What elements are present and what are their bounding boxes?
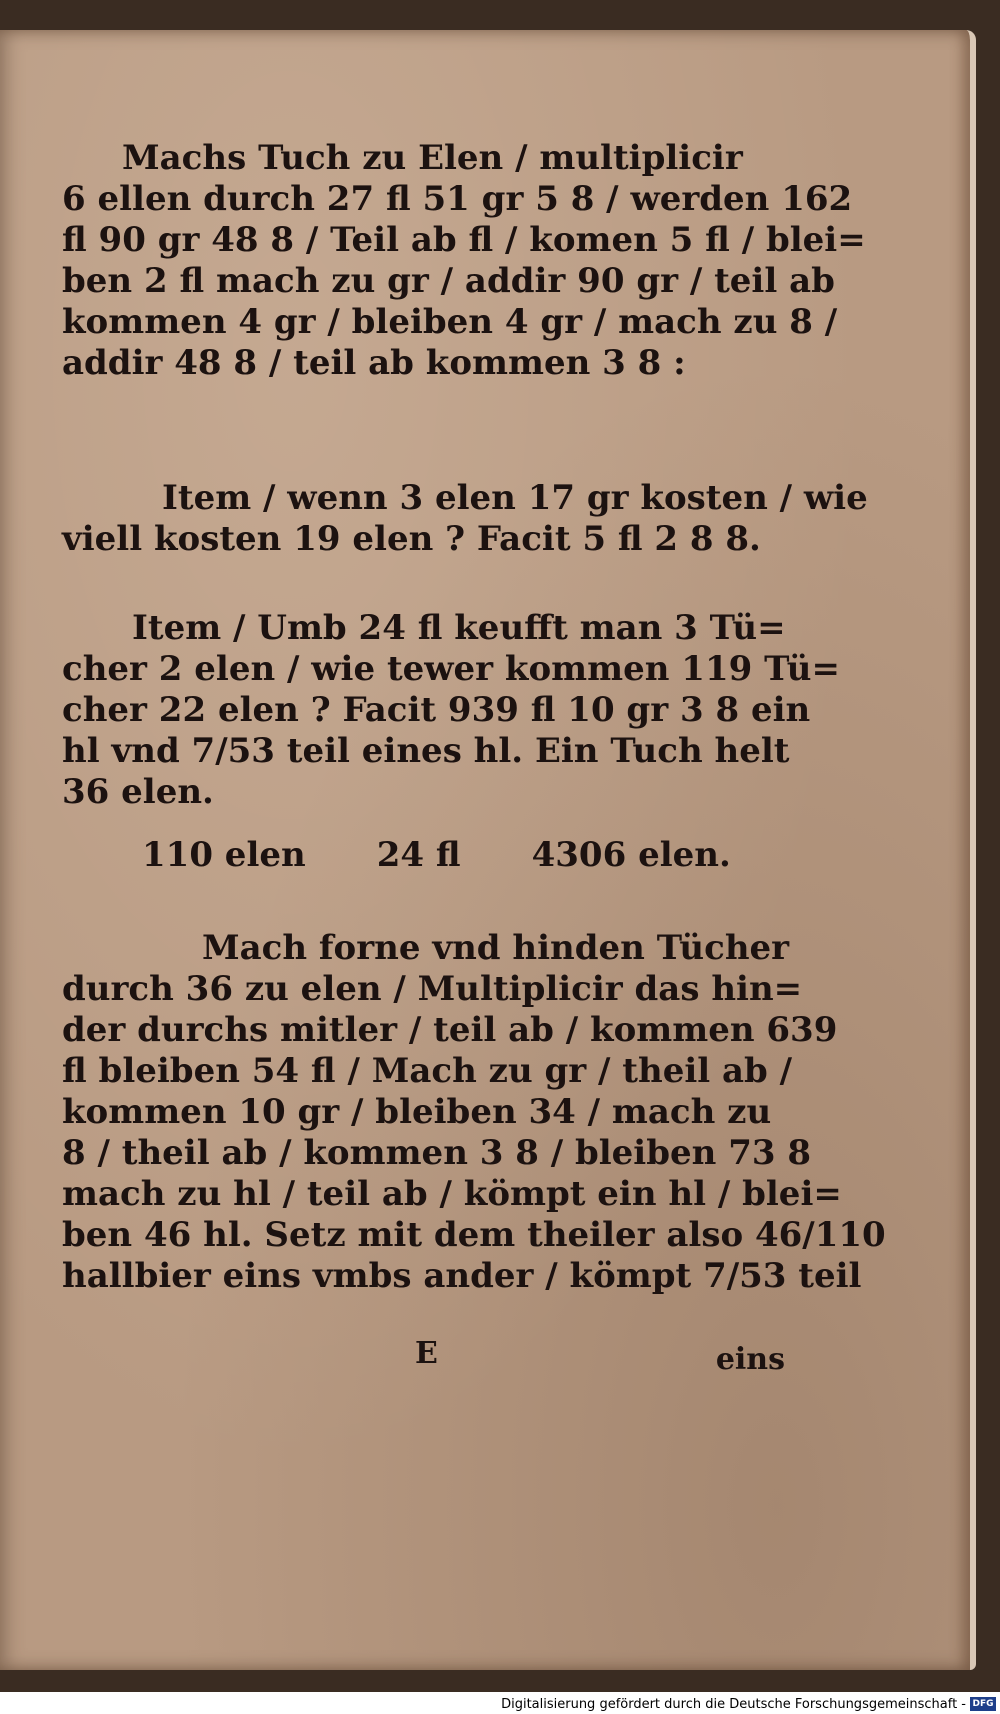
paragraph-item-elen-cost (62, 478, 868, 560)
text-line: durch 36 zu elen / Multiplicir das hin= (62, 969, 803, 1009)
text-line: Mach forne vnd hinden Tücher (202, 928, 790, 968)
credit-bar (0, 1692, 1000, 1714)
text-line: ben 2 fl mach zu gr / addir 90 gr / teil ab (62, 261, 835, 301)
text-line: addir 48 8 / teil ab kommen 3 8 : (62, 343, 686, 383)
text-line: hallbier eins vmbs ander / kömpt 7/53 teil (62, 1256, 862, 1296)
dfg-logo-icon: DFG (970, 1697, 996, 1711)
book-page (0, 30, 976, 1670)
text-line: kommen 4 gr / bleiben 4 gr / mach zu 8 / (62, 302, 838, 342)
paragraph-item-tuecher (62, 608, 840, 813)
catchword: eins (715, 1342, 785, 1377)
text-line: ben 46 hl. Setz mit dem theiler also 46/110 (62, 1215, 886, 1255)
calculation-row (62, 835, 782, 876)
text-line: fl bleiben 54 fl / Mach zu gr / theil ab / (62, 1051, 793, 1091)
text-line: 36 elen. (62, 772, 214, 812)
text-line: viell kosten 19 elen ? Facit 5 fl 2 8 8. (62, 519, 761, 559)
text-line: kommen 10 gr / bleiben 34 / mach zu (62, 1092, 772, 1132)
text-line: hl vnd 7/53 teil eines hl. Ein Tuch helt (62, 731, 790, 771)
signature-mark: E (415, 1336, 438, 1371)
text-line: mach zu hl / teil ab / kömpt ein hl / blei= (62, 1174, 842, 1214)
text-line: 110 elen 24 fl 4306 elen. (142, 835, 731, 875)
text-line: cher 2 elen / wie tewer kommen 119 Tü= (62, 649, 840, 689)
text-line: Item / wenn 3 elen 17 gr kosten / wie (162, 478, 868, 518)
text-line: fl 90 gr 48 8 / Teil ab fl / komen 5 fl / blei= (62, 220, 866, 260)
page-footer (75, 1336, 785, 1376)
text-line: 6 ellen durch 27 fl 51 gr 5 8 / werden 162 (62, 179, 853, 219)
paragraph-cloth-to-ells (62, 138, 866, 384)
text-line: der durchs mitler / teil ab / kommen 639 (62, 1010, 838, 1050)
funding-credit: Digitalisierung gefördert durch die Deutsche Forschungsgemeinschaft - (501, 1697, 966, 1712)
text-line: Machs Tuch zu Elen / multiplicir (122, 138, 743, 178)
text-line: 8 / theil ab / kommen 3 8 / bleiben 73 8 (62, 1133, 811, 1173)
paragraph-mach-forne (62, 928, 886, 1297)
text-line: Item / Umb 24 fl keufft man 3 Tü= (132, 608, 786, 648)
text-line: cher 22 elen ? Facit 939 fl 10 gr 3 8 ein (62, 690, 811, 730)
